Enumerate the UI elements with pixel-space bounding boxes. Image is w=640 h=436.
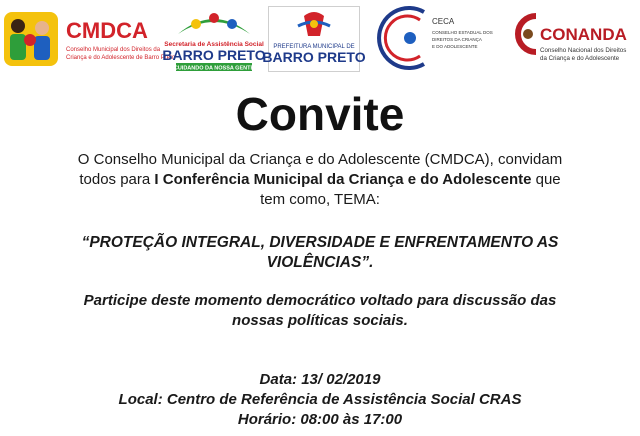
ceca-title: CECA [432, 17, 455, 26]
theme-line-2: VIOLÊNCIAS”. [266, 254, 374, 271]
ceca-line-3: E DO ADOLESCENTE [432, 44, 478, 49]
ceca-line-1: CONSELHO ESTADUAL DOS [432, 30, 493, 35]
intro-pre: todos para [79, 171, 155, 188]
prefeitura-logo [262, 6, 366, 72]
secretaria-line-1: Secretaria de Assistência Social [164, 41, 264, 48]
participate-paragraph [40, 291, 600, 331]
secretaria-logo [162, 8, 266, 72]
cmdca-title: CMDCA [66, 18, 148, 43]
ceca-line-2: DIREITOS DA CRIANÇA [432, 37, 482, 42]
cmdca-subtitle-1: Conselho Municipal dos Direitos da [66, 47, 161, 53]
participate-line-1: Participe deste momento democrático voltado para discussão das [83, 292, 557, 309]
participate-line-2: nossas políticas sociais. [232, 312, 408, 329]
prefeitura-line-2: BARRO PRETO [262, 49, 366, 65]
invite-title: Convite [235, 88, 405, 140]
ceca-logo [384, 4, 494, 72]
cmdca-logo [4, 10, 176, 68]
theme-paragraph [40, 233, 600, 273]
intro-line-1: O Conselho Municipal da Criança e do Adolescente (CMDCA), convidam [77, 151, 563, 168]
conanda-line-1: Conselho Nacional dos Direitos [540, 47, 627, 54]
conference-name: I Conferência Municipal da Criança e do Adolescente [154, 171, 532, 188]
intro-line-2 [40, 170, 600, 190]
intro-paragraph [40, 150, 600, 210]
cmdca-subtitle-2: Criança e do Adolescente de Barro Preto [66, 55, 176, 61]
theme-line-1: “PROTEÇÃO INTEGRAL, DIVERSIDADE E ENFRENTAMENTO AS [81, 234, 559, 251]
secretaria-line-2: BARRO PRETO [162, 47, 266, 63]
secretaria-line-3: CUIDANDO DA NOSSA GENTE [173, 65, 255, 72]
event-date: Data: 13/ 02/2019 [259, 371, 381, 388]
logo-banner [0, 0, 640, 82]
prefeitura-line-1: PREFEITURA MUNICIPAL DE [273, 44, 355, 50]
event-location: Local: Centro de Referência de Assistência Social CRAS [118, 391, 522, 408]
event-info [40, 370, 600, 430]
intro-post: que [531, 171, 561, 188]
conanda-logo [506, 8, 636, 72]
conanda-line-2: da Criança e do Adolescente [540, 55, 620, 62]
intro-line-3: tem como, TEMA: [260, 191, 380, 208]
event-time: Horário: 08:00 às 17:00 [237, 411, 403, 428]
conanda-title: CONANDA [540, 25, 627, 44]
